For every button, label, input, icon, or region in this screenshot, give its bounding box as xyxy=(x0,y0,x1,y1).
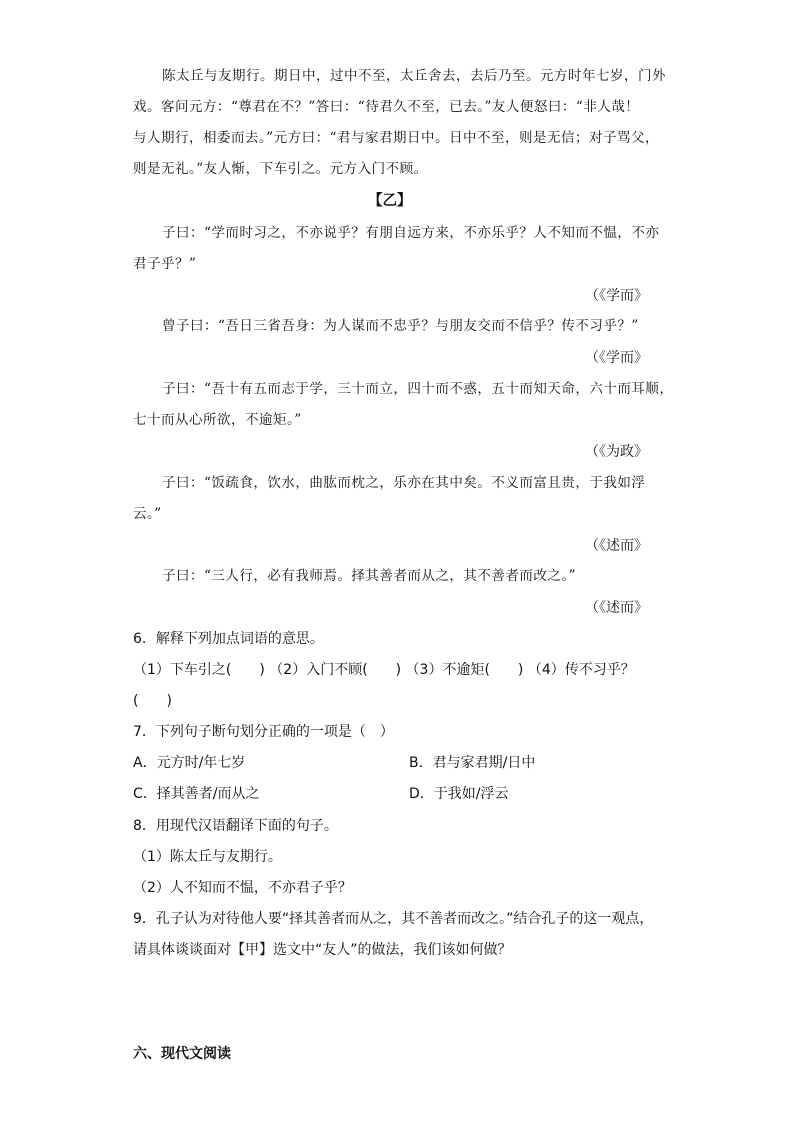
quote-3-line-2: 七十而从心所欲，不逾矩。” xyxy=(133,412,302,428)
quote-5-line: 子曰：“三人行，必有我师焉。择其善者而从之，其不善者而改之。” xyxy=(162,568,577,584)
question-8-item-1: （1）陈太丘与友期行。 xyxy=(133,849,282,865)
section-heading: 六、现代文阅读 xyxy=(133,1046,231,1062)
option-d: D．于我如/浮云 xyxy=(409,786,509,802)
question-9-line-1: 9．孔子认为对待他人要“择其善者而从之，其不善者而改之。”结合孔子的这一观点， xyxy=(133,911,654,927)
passage-jia-line-3: 与人期行，相委而去。”元方曰：“君与家君期日中。日中不至，则是无信；对子骂父， xyxy=(133,130,660,146)
option-c: C．择其善者/而从之 xyxy=(133,786,260,802)
quote-5-source: （《述而》 xyxy=(585,600,648,616)
passage-jia-line-4: 则是无礼。”友人惭，下车引之。元方入门不顾。 xyxy=(133,161,428,177)
quote-4-line-2: 云。” xyxy=(133,506,162,522)
option-a: A．元方时/年七岁 xyxy=(133,755,246,771)
quote-3-source: （《为政》 xyxy=(585,444,648,460)
passage-jia-line-1: 陈太丘与友期行。期日中，过中不至，太丘舍去，去后乃至。元方时年七岁，门外 xyxy=(162,68,666,84)
quote-4-line-1: 子曰：“饭疏食，饮水，曲肱而枕之，乐亦在其中矣。不义而富且贵，于我如浮 xyxy=(162,475,646,491)
question-6-items: （1）下车引之( ) （2）入门不顾( ) （3）不逾矩( ) （4）传不习乎？ xyxy=(133,662,635,678)
quote-2-line: 曾子曰：“吾日三省吾身：为人谋而不忠乎？与朋友交而不信乎？传不习乎？” xyxy=(162,318,639,334)
question-8-title: 8．用现代汉语翻译下面的句子。 xyxy=(133,818,338,834)
quote-3-line-1: 子曰：“吾十有五而志于学，三十而立，四十而不惑，五十而知天命，六十而耳顺， xyxy=(162,381,674,397)
option-b: B．君与家君期/日中 xyxy=(409,755,536,771)
passage-jia-line-2: 戏。客问元方：“尊君在不？”答曰：“待君久不至，已去。”友人便怒曰：“非人哉！ xyxy=(133,99,640,115)
quote-1-source: （《学而》 xyxy=(585,288,648,304)
quote-1-line-2: 君子乎？” xyxy=(133,256,197,272)
question-8-item-2: （2）人不知而不愠，不亦君子乎？ xyxy=(133,880,352,896)
question-7-title: 7．下列句子断句划分正确的一项是（ ） xyxy=(133,724,394,740)
question-6-answer-blank: ( ) xyxy=(133,693,172,709)
question-6-title: 6．解释下列加点词语的意思。 xyxy=(133,631,324,647)
yi-heading: 【乙】 xyxy=(368,193,412,209)
quote-1-line-1: 子曰：“学而时习之，不亦说乎？有朋自远方来，不亦乐乎？人不知而不愠，不亦 xyxy=(162,225,660,241)
quote-2-source: （《学而》 xyxy=(585,350,648,366)
question-9-line-2: 请具体谈谈面对【甲】选文中“友人”的做法，我们该如何做？ xyxy=(133,942,512,958)
quote-4-source: （《述而》 xyxy=(585,538,648,554)
